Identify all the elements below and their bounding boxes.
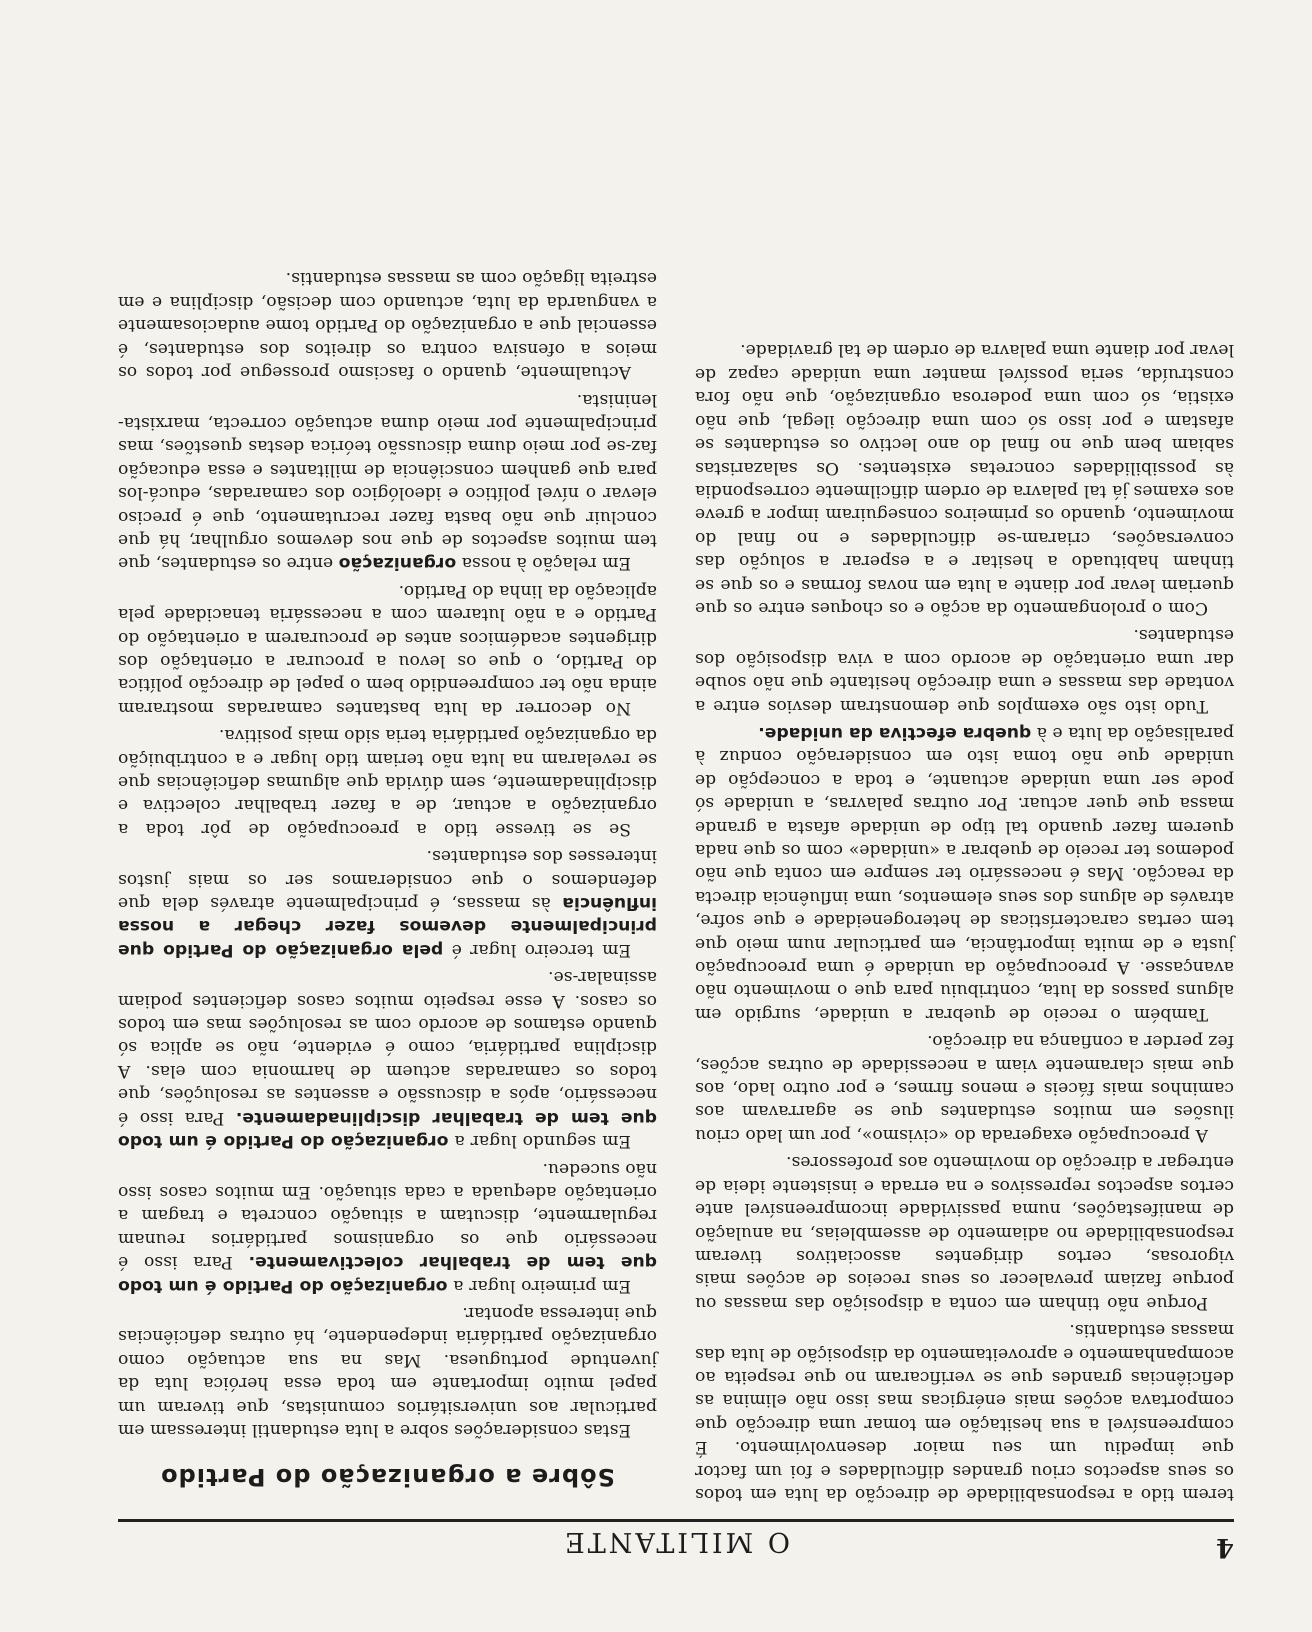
paragraph: Se se tivesse tido a preocupação de pôr toda a organização a actuar, de a fazer trabalhar colectiva e disciplinadamente, sem dúvida que algumas deficiências que se revelaram na luta não teriam tido lugar e a contribuição da organização partidária teria sido mais positiva. bbox=[118, 725, 657, 839]
paragraph-lead: Em primeiro lugar a bbox=[453, 1275, 631, 1296]
paragraph bbox=[118, 844, 657, 961]
paragraph: A preocupação exagerada do «civismo», por um lado criou ilusões em muitos estudantes que se agarravam aos caminhos mais fáceis e menos firmes, e por outro lado, aos que mais claramente viam a necessidade de outras acções, fez perder a confiança na direcção. bbox=[695, 1031, 1234, 1145]
paragraph bbox=[118, 387, 657, 574]
paragraph: Porque não tinham em conta a disposição das massas ou porque faziam prevalecer os seus receios de acções mais vigorosas, certos dirigentes associativos tiveram responsabilidade no adiamento de assembleias, na anulação de manifestações, numa passividade incompreensível ante certos aspectos repressivos e na errada e insistente ideia de entregar a direcção do movimento aos professores. bbox=[695, 1152, 1234, 1313]
section-heading: Sôbre a organização do Partido bbox=[160, 1463, 615, 1491]
paragraph: Estas considerações sobre a luta estudantil interessam em particular aos universitários comunistas, que tiveram um papel muito importante em toda essa heróica luta da juventude portuguesa. Mas na sua actuação como organização partidária independente, há outras deficiências que interessa apontar. bbox=[118, 1302, 657, 1440]
paragraph-text: Para isso é necessário, após a discussão e assentes as resoluções, que todos os camaradas actuem de harmonia com elas. A disciplina partidária, como é evidente, não se aplica só quando estamos de acordo com as resoluções mas em todos os casos. A esse respeito muitos casos deficientes podiam assinalar-se. bbox=[118, 967, 657, 1128]
paragraph: Actualmente, quando o fascismo prossegue por todos os meios a ofensiva contra os direitos dos estudantes, é essencial que a organização do Partido tome audaciosamente a vanguarda da luta, actuando com decisão, disciplina e em estreita ligação com as massas estudantis. bbox=[118, 268, 657, 383]
left-column bbox=[695, 334, 1234, 1505]
header-rule bbox=[118, 1519, 1234, 1522]
paragraph-text: entre os estudantes, que tem muitos aspectos de que nos devemos orgulhar, há que concluir que não basta fazer recrutamento, que é preciso elevar o nível político e ideológico dos camaradas, educá-los para que ganhem consciência de militantes e essa educação faz-se por meio duma discussão teórica destas questões, mas principalmente por meio duma actuação correcta, marxista-leninista. bbox=[118, 389, 657, 574]
page-header bbox=[118, 1526, 1234, 1576]
emphasis-text: organização bbox=[338, 553, 457, 574]
page-number: 4 bbox=[1215, 1532, 1234, 1562]
paragraph: terem tido a responsabilidade de direcção da luta em todos os seus aspectos criou grandes dificuldades e foi um factor que impediu um seu maior desenvolvimento. É compreensível a sua hesitação em tomar uma direcção que comportava acções mais enérgicas mas isso não elimina as deficiências grandes que se verificaram no que respeita ao acompanhamento e aproveitamento da disposição de luta das massas estudantis. bbox=[695, 1320, 1234, 1504]
paragraph-text: às massas, é principalmente através dela que defendemos o que consideramos ser os mais justos interesses dos estudantes. bbox=[118, 846, 657, 914]
paragraph: Tudo isto são exemplos que demonstram desvios entre a vontade das massas e uma direcção hesitante que não soube dar uma orientação de acordo com a viva disposição dos estudantes. bbox=[695, 625, 1234, 716]
paragraph: No decorrer da luta bastantes camaradas mostraram ainda não ter compreendido bem o papel de direcção política do Partido, o que os levou a procurar a orientação dos dirigentes académicos antes de procurarem a orientação do Partido e a não lutarem com a necessária tenacidade pela aplicação da linha do Partido. bbox=[118, 580, 657, 718]
article-columns bbox=[118, 262, 1234, 1505]
paragraph-lead: Em terceiro lugar é bbox=[451, 939, 631, 960]
right-column bbox=[118, 262, 657, 1505]
paragraph-text: Também o receio de quebrar a unidade, surgido em alguns passos da luta, contribuiu para que o movimento não avançasse. A preocupação da unidade é uma preocupação justa e de muita importância, em particular num meio que tem certas características de heterogeneidade e que sofre, através de alguns dos seus elementos, uma influência directa da reacção. Mas é necessário ter sempre em conta que não podemos ter receio de quebrar a «unidade» com os que nada querem fazer quando tal tipo de unidade afasta a grande massa que quer actuar. Por outras palavras, a unidade só pode ser uma unidade actuante, e toda a concepção de unidade que não toma isto em consideração conduz à paralisação da luta e à bbox=[695, 723, 1234, 1024]
paragraph bbox=[695, 721, 1234, 1025]
paragraph bbox=[118, 1156, 657, 1296]
paragraph bbox=[118, 965, 657, 1152]
newspaper-title: O MILITANTE bbox=[562, 1526, 790, 1557]
paragraph-lead: Em segundo lugar a bbox=[454, 1131, 631, 1152]
paragraph-lead: Em relação à nossa bbox=[461, 553, 631, 574]
paragraph-text: Para isso é necessário que os organismos partidários reunam regularmente, discutam a situação concreta e tragam a orientação adequada a cada situação. Em muitos casos isso não sucedeu. bbox=[118, 1158, 657, 1273]
paragraph: Com o prolongamento da acção e os choques entre os que queriam levar por diante a luta em novas formas e os que se tinham habituado a hesitar e a esperar a solução das conversações, criaram-se dificuldades e no final do movimento, quando os primeiros conseguiram impor a greve aos exames já tal palavra de ordem dificilmente correspondia às possibilidades concretas existentes. Os salazaristas sabiam bem que no final do ano lectivo os estudantes se afastam e por isso só com uma direcção ilegal, que não existia, só com uma poderosa organização, que não fora construída, seria possível manter uma unidade capaz de levar por diante uma palavra de ordem de tal gravidade. bbox=[695, 340, 1234, 618]
emphasis-text: organização do Partido é um todo que tem de trabalhar disciplinadamente. bbox=[117, 1107, 657, 1152]
emphasis-text: quebra efectiva da unidade. bbox=[758, 723, 1032, 743]
emphasis-text: organização do Partido é um todo que tem de trabalhar colectivamente. bbox=[118, 1252, 657, 1296]
emphasis-text: pela organização do Partido que principalmente devemos fazer chegar a nossa influência bbox=[118, 893, 657, 960]
